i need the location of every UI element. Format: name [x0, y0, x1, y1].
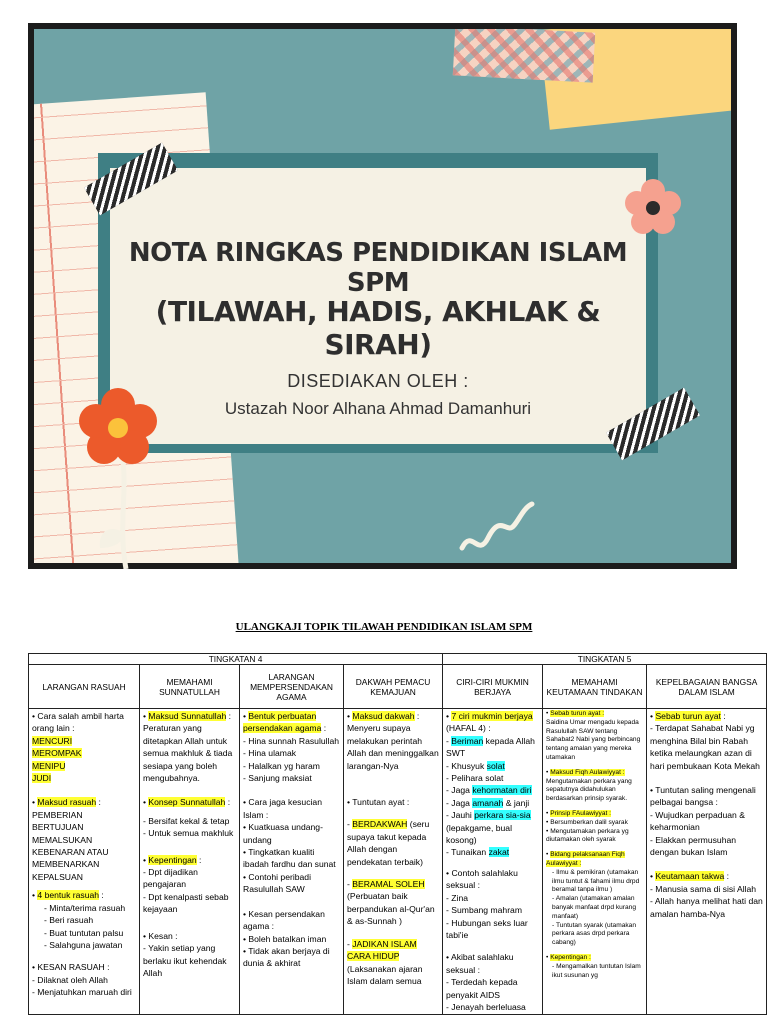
- list-item: Buat tuntutan palsu: [49, 927, 124, 938]
- list-item: Yakin setiap yang berlaku ikut kehendak Allah: [143, 943, 227, 978]
- cell-dakwah: • Maksud dakwah : Menyeru supaya melakukan perintah Allah dan meninggalkan larangan-Nya • Tuntutan ayat : - BERDAKWAH (seru supaya takut kepada Allah dengan pendekatan terbaik) - BERAMAL SOLEH (Perbuatan baik berpandukan al-Qur'an & as-Sunnah ) - JADIKAN ISLAM CARA HIDUP (Laksanakan ajaran Islam dalam semua: [344, 709, 443, 1015]
- text: (seru supaya takut kepada Allah dengan pendekatan terbaik): [347, 819, 430, 867]
- plaid-paper-decoration: [453, 29, 595, 83]
- highlight-text: JADIKAN ISLAM CARA HIDUP: [347, 938, 417, 962]
- list-item: Bersumberkan dalil syarak: [550, 818, 628, 826]
- cell-kepelbagaian-bangsa: • Sebab turun ayat : - Terdapat Sahabat Nabi yg menghina Bilal bin Rabah ketika melaungkan azan di hari pembukaan Kota Mekah • Tuntutan saling mengenali pelbagai bangsa : - Wujudkan perpaduan & keharmonian - Elakkan permusuhan dengan bukan Islam • Keutamaan takwa : - Manusia sama di sisi Allah - Allah hanya melihat hati dan amalan hamba-Nya: [647, 709, 767, 1015]
- highlight-text: MEROMPAK: [32, 748, 82, 759]
- text: Pelihara solat: [451, 773, 504, 784]
- list-item: Elakkan permusuhan dengan bukan Islam: [650, 834, 737, 858]
- list-item: Tingkatkan kualiti ibadah fardhu dan sunat: [243, 847, 336, 870]
- highlight-text: amanah: [472, 797, 504, 808]
- text: Mengutamakan perkara yang sepatutnya didahulukan berdasarkan prinsip syarak.: [546, 777, 632, 803]
- cover-title-line2: (TILAWAH, HADIS, AKHLAK & SIRAH): [155, 295, 601, 361]
- highlight-text: Keutamaan takwa: [655, 871, 725, 882]
- text: Kesan persendakan agama :: [243, 908, 325, 932]
- highlight-text: perkara sia-sia: [474, 810, 531, 821]
- list-item: Manusia sama di sisi Allah: [655, 883, 757, 894]
- highlight-text: JUDI: [32, 773, 52, 784]
- highlight-text: Bidang pelaksanaan Fiqh Aulawiyyat :: [546, 851, 625, 867]
- column-header: LARANGAN MEMPERSENDAKAN AGAMA: [240, 665, 344, 709]
- list-item: Bersifat kekal & tetap: [148, 815, 230, 826]
- text: Jaga: [451, 785, 473, 796]
- text: PEMBERIAN BERTUJUAN MEMALSUKAN KEBENARAN ATAU MEMBENARKAN KEPALSUAN: [32, 809, 109, 882]
- text: Saidina Umar mengadu kepada Rasulullah SAW tentang Sahabat2 Nabi yang berbincang tentang amalan yang mereka utamakan: [546, 718, 641, 761]
- text: Menyeru supaya melakukan perintah Allah dan meninggalkan larangan-Nya: [347, 723, 439, 771]
- cell-keutamaan-tindakan: • Sebab turun ayat : Saidina Umar mengadu kepada Rasulullah SAW tentang Sahabat2 Nabi yang berbincang tentang amalan yang mereka utamakan • Maksud Fiqh Aulawiyyat : Mengutamakan perkara yang sepatutnya didahulukan berdasarkan prinsip syarak. • Prinsip FAulawiyyat : • Bersumberkan dalil syarak • Mengutamakan perkara yg diutamakan oleh syarak • Bidang pelaksanaan Fiqh Aulawiyyat : - Ilmu & pemikiran (utamakan ilmu tuntut & fahami ilmu drpd beramal tanpa ilmu ) - Amalan (utamakan amalan banyak manfaat drpd kurang manfaat) - Tuntutan syarak (utamakan perkara asas drpd perkara cabang) • Kepentingan : - Mengamalkan tuntutan Islam ikut susunan yg: [543, 709, 647, 1015]
- highlight-text: Kepentingan :: [550, 953, 591, 961]
- highlight-text: solat: [486, 760, 505, 771]
- cell-mukmin-berjaya: • 7 ciri mukmin berjaya (HAFAL 4) : - Beriman kepada Allah SWT - Khusyuk solat - Pelihara solat - Jaga kehormatan diri - Jaga amanah & janji - Jauhi perkara sia-sia (lepakgame, bual kosong) - Tunaikan zakat • Contoh salahlaku seksual : - Zina - Sumbang mahram - Hubungan seks luar tabi'ie • Akibat salahlaku seksual : - Terdedah kepada penyakit AIDS - Jenayah berleluasa: [443, 709, 543, 1015]
- list-item: Tuntutan syarak (utamakan perkara asas drpd perkara cabang): [552, 921, 636, 947]
- list-item: Hina ulamak: [248, 748, 297, 759]
- cell-persendakan-agama: • Bentuk perbuatan persendakan agama : - Hina sunnah Rasulullah - Hina ulamak - Halalkan yg haram - Sanjung maksiat • Cara jaga kesucian Islam : • Kuatkuasa undang-undang • Tingkatkan kualiti ibadah fardhu dan sunat • Contohi peribadi Rasulullah SAW • Kesan persendakan agama : • Boleh batalkan iman • Tidak akan berjaya di dunia & akhirat: [240, 709, 344, 1015]
- list-item: Hina sunnah Rasulullah: [248, 735, 340, 746]
- list-item: Amalan (utamakan amalan banyak manfaat drpd kurang manfaat): [552, 895, 636, 920]
- author-name: Ustazah Noor Alhana Ahmad Damanhuri: [224, 399, 532, 418]
- section-title: ULANGKAJI TOPIK TILAWAH PENDIDIKAN ISLAM SPM: [235, 621, 533, 633]
- highlight-text: Maksud rasuah: [37, 797, 97, 808]
- list-item: Wujudkan perpaduan & keharmonian: [650, 809, 745, 833]
- list-item: Sumbang mahram: [451, 905, 522, 916]
- highlight-text: Beriman: [451, 735, 484, 746]
- highlight-text: Bentuk perbuatan persendakan agama: [243, 711, 322, 734]
- list-item: Jenayah berleluasa: [451, 1001, 526, 1012]
- column-header: MEMAHAMI SUNNATULLAH: [140, 665, 240, 709]
- text: & janji: [503, 797, 530, 808]
- list-item: Dilaknat oleh Allah: [37, 974, 108, 985]
- cell-larangan-rasuah: • Cara salah ambil harta orang lain : MENCURI MEROMPAK MENIPU JUDI • Maksud rasuah : PEMBERIAN BERTUJUAN MEMALSUKAN KEBENARAN ATAU MEMBENARKAN KEPALSUAN • 4 bentuk rasuah : - Minta/terima rasuah - Beri rasuah - Buat tuntutan palsu - Salahguna jawatan • KESAN RASUAH : - Dilaknat oleh Allah - Menjatuhkan maruah diri: [29, 709, 140, 1015]
- text: Jauhi: [451, 810, 475, 821]
- highlight-text: Konsep Sunnatullah: [148, 797, 226, 808]
- list-item: Boleh batalkan iman: [248, 933, 327, 944]
- highlight-text: Maksud dakwah: [352, 711, 415, 721]
- text: Cara jaga kesucian Islam :: [243, 797, 322, 820]
- text: Jaga: [451, 797, 473, 808]
- highlight-text: Sebab turun ayat :: [550, 710, 605, 717]
- column-header: KEPELBAGAIAN BANGSA DALAM ISLAM: [647, 665, 767, 709]
- text: Khusyuk: [451, 760, 487, 771]
- list-item: Tidak akan berjaya di dunia & akhirat: [243, 945, 330, 969]
- revision-table: [28, 653, 767, 1015]
- list-item: Terdedah kepada penyakit AIDS: [446, 977, 518, 1000]
- highlight-text: 7 ciri mukmin berjaya: [451, 711, 533, 721]
- list-item: Mengamalkan tuntutan Islam ikut susunan yg: [552, 962, 641, 979]
- highlight-text: kehormatan diri: [472, 785, 532, 796]
- highlight-text: Maksud Sunnatullah: [148, 711, 227, 721]
- text: (Laksanakan ajaran Islam dalam semua: [347, 963, 423, 986]
- text: (lepakgame, bual kosong): [446, 822, 512, 846]
- list-item: Kuatkuasa undang-undang: [243, 822, 323, 845]
- text: Kesan :: [148, 930, 178, 941]
- text: KESAN RASUAH :: [37, 962, 110, 973]
- list-item: Dpt dijadikan pengajaran: [143, 867, 198, 890]
- list-item: Menjatuhkan maruah diri: [37, 987, 132, 998]
- text: (Perbuatan baik berpandukan al-Qur'an & as-Sunnah ): [347, 891, 435, 927]
- text: Tuntutan ayat :: [352, 797, 410, 808]
- list-item: Minta/terima rasuah: [49, 902, 126, 913]
- column-header: MEMAHAMI KEUTAMAAN TINDAKAN: [543, 665, 647, 709]
- column-header: DAKWAH PEMACU KEMAJUAN: [344, 665, 443, 709]
- list-item: Sanjung maksiat: [248, 773, 312, 784]
- list-item: Ilmu & pemikiran (utamakan ilmu tuntut & fahami ilmu drpd beramal tanpa ilmu ): [552, 868, 640, 894]
- highlight-text: 4 bentuk rasuah: [37, 890, 100, 901]
- list-item: Allah hanya melihat hati dan amalan hamba-Nya: [650, 896, 763, 919]
- list-item: Untuk semua makhluk: [148, 828, 234, 839]
- tier5-header: TINGKATAN 5: [443, 654, 767, 665]
- highlight-text: Sebab turun ayat: [655, 711, 721, 721]
- text: (HAFAL 4) :: [446, 723, 491, 734]
- list-item: Hubungan seks luar tabi'ie: [446, 917, 528, 940]
- list-item: Zina: [451, 892, 469, 903]
- column-header: CIRI-CIRI MUKMIN BERJAYA: [443, 665, 543, 709]
- list-item: Contohi peribadi Rasulullah SAW: [243, 871, 311, 895]
- list-item: Halalkan yg haram: [248, 760, 320, 771]
- text: Peraturan yang ditetapkan Allah untuk semua makhluk & tiada sesiapa yang boleh mengubahnya.: [143, 723, 233, 784]
- highlight-text: Maksud Fiqh Aulawiyyat :: [550, 768, 625, 776]
- list-item: Beri rasuah: [49, 915, 94, 926]
- text: Contoh salahlaku seksual :: [446, 867, 518, 891]
- list-item: Terdapat Sahabat Nabi yg menghina Bilal bin Rabah ketika melaungkan azan di hari pembukaan Kota Mekah: [650, 723, 760, 771]
- list-item: Salahguna jawatan: [49, 939, 123, 950]
- list-item: Dpt kenalpasti sebab kejayaan: [143, 891, 229, 915]
- pink-flower-icon: [623, 178, 683, 238]
- tier4-header: TINGKATAN 4: [29, 654, 443, 665]
- cover-image: [28, 23, 737, 569]
- text: kepada Allah SWT: [446, 735, 535, 759]
- list-item: Mengutamakan perkara yg diutamakan oleh syarak: [546, 827, 629, 844]
- cover-title-line1: NOTA RINGKAS PENDIDIKAN ISLAM SPM: [128, 238, 628, 298]
- highlight-text: Prinsip FAulawiyyat :: [550, 809, 612, 817]
- highlight-text: MENCURI: [32, 735, 73, 746]
- highlight-text: Kepentingan: [148, 854, 197, 865]
- text: Akibat salahlaku seksual :: [446, 952, 514, 975]
- highlight-text: MENIPU: [32, 760, 66, 771]
- text: Tunaikan: [451, 847, 489, 858]
- highlight-text: BERDAKWAH: [352, 819, 408, 830]
- text: Tuntutan saling mengenali pelbagai bangsa :: [650, 785, 756, 808]
- highlight-text: zakat: [488, 847, 510, 858]
- highlight-text: BERAMAL SOLEH: [352, 879, 425, 890]
- squiggle-decoration: [458, 498, 538, 558]
- prepared-by-label: DISEDIAKAN OLEH :: [287, 371, 469, 391]
- text: Cara salah ambil harta orang lain :: [32, 711, 124, 734]
- cell-sunnatullah: • Maksud Sunnatullah : Peraturan yang ditetapkan Allah untuk semua makhluk & tiada sesiapa yang boleh mengubahnya. • Konsep Sunnatullah : - Bersifat kekal & tetap - Untuk semua makhluk • Kepentingan : - Dpt dijadikan pengajaran - Dpt kenalpasti sebab kejayaan • Kesan : - Yakin setiap yang berlaku ikut kehendak Allah: [140, 709, 240, 1015]
- column-header: LARANGAN RASUAH: [29, 665, 140, 709]
